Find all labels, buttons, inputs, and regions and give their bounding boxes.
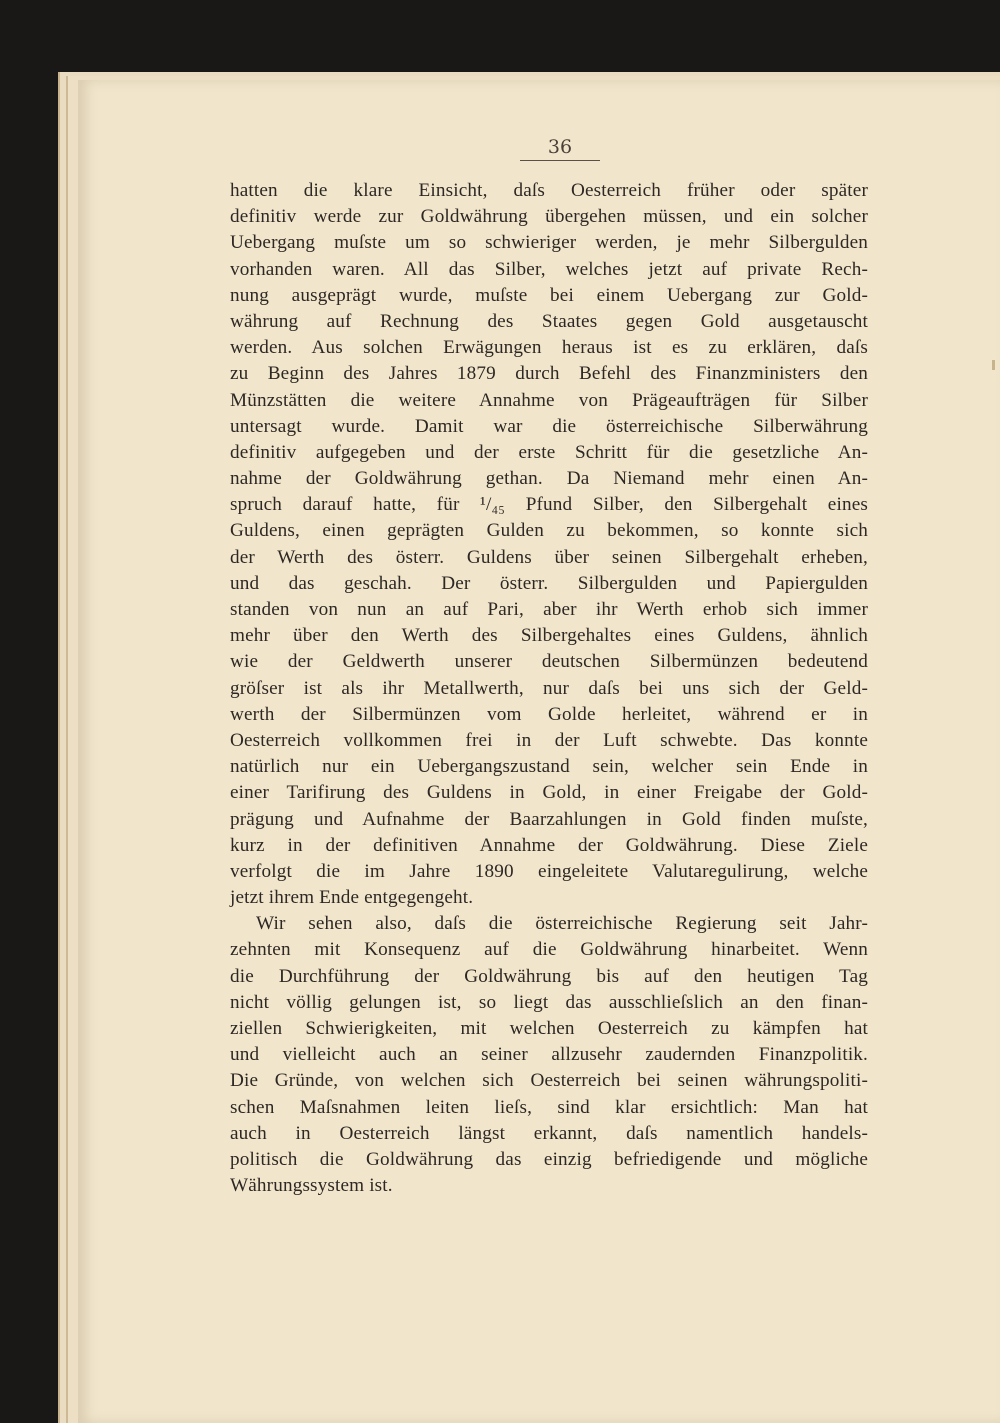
text-line: nung ausgeprägt wurde, muſste bei einem Uebergang zur Gold- xyxy=(230,284,868,306)
paragraph-end-line: jetzt ihrem Ende entgegengeht. xyxy=(230,887,474,909)
paragraph-end-line: Währungssystem ist. xyxy=(230,1175,393,1197)
margin-mark xyxy=(992,360,995,370)
text-line: zu Beginn des Jahres 1879 durch Befehl des Finanzministers den xyxy=(230,363,868,385)
text-line: hatten die klare Einsicht, daſs Oesterreich früher oder später xyxy=(230,180,868,201)
text-line: untersagt wurde. Damit war die österreichische Silberwährung xyxy=(230,415,868,437)
text-line: ziellen Schwierigkeiten, mit welchen Oesterreich zu kämpfen hat xyxy=(230,1018,868,1039)
text-line: werden. Aus solchen Erwägungen heraus ist es zu erklären, daſs xyxy=(230,337,868,359)
text-line: schen Maſsnahmen leiten lieſs, sind klar ersichtlich: Man hat xyxy=(230,1096,868,1118)
text-line: spruch darauf hatte, für ¹/₄₅ Pfund Silber, den Silbergehalt eines xyxy=(230,494,868,516)
text-line: werth der Silbermünzen vom Golde herleitet, während er in xyxy=(230,703,868,725)
text-line: auch in Oesterreich längst erkannt, daſs namentlich handels- xyxy=(230,1122,868,1144)
text-line: einer Tarifirung des Guldens in Gold, in einer Freigabe der Gold- xyxy=(230,782,868,804)
text-line: kurz in der definitiven Annahme der Goldwährung. Diese Ziele xyxy=(230,834,868,856)
paragraph-start-line: Wir sehen also, daſs die österreichische Regierung seit Jahr- xyxy=(256,913,868,935)
text-line: definitiv werde zur Goldwährung übergehen müssen, und ein solcher xyxy=(230,206,868,228)
text-line: wie der Geldwerth unserer deutschen Silbermünzen bedeutend xyxy=(230,651,868,673)
text-line: natürlich nur ein Uebergangszustand sein, welcher sein Ende in xyxy=(230,756,868,778)
text-line: zehnten mit Konsequenz auf die Goldwährung hinarbeitet. Wenn xyxy=(230,939,868,961)
text-line: politisch die Goldwährung das einzig befriedigende und mögliche xyxy=(230,1148,868,1170)
text-line: gröſser ist als ihr Metallwerth, nur daſs bei uns sich der Geld- xyxy=(230,677,868,699)
text-line: und das geschah. Der österr. Silbergulden und Papiergulden xyxy=(230,572,868,594)
text-line: währung auf Rechnung des Staates gegen Gold ausgetauscht xyxy=(230,310,868,332)
text-line: Uebergang muſste um so schwieriger werden, je mehr Silbergulden xyxy=(230,232,868,254)
text-line: prägung und Aufnahme der Baarzahlungen in Gold finden muſste, xyxy=(230,808,868,830)
text-line: Münzstätten die weitere Annahme von Prägeaufträgen für Silber xyxy=(230,389,868,411)
text-line: der Werth des österr. Guldens über seinen Silbergehalt erheben, xyxy=(230,546,868,568)
text-line: vorhanden waren. All das Silber, welches jetzt auf private Rech- xyxy=(230,258,868,280)
text-line: mehr über den Werth des Silbergehaltes eines Guldens, ähnlich xyxy=(230,625,868,647)
text-line: Guldens, einen geprägten Gulden zu bekommen, so konnte sich xyxy=(230,520,868,542)
body-text xyxy=(230,178,868,1199)
text-line: die Durchführung der Goldwährung bis auf den heutigen Tag xyxy=(230,965,868,987)
text-line: definitiv aufgegeben und der erste Schritt für die gesetzliche An- xyxy=(230,441,868,463)
text-line: Die Gründe, von welchen sich Oesterreich bei seinen währungspoliti- xyxy=(230,1070,868,1092)
text-line: Oesterreich vollkommen frei in der Luft schwebte. Das konnte xyxy=(230,729,868,751)
text-line: und vielleicht auch an seiner allzusehr zaudernden Finanzpolitik. xyxy=(230,1044,868,1066)
text-line: nicht völlig gelungen ist, so liegt das ausschlieſslich an den finan- xyxy=(230,991,868,1013)
page-number: 36 xyxy=(520,136,600,161)
text-line: nahme der Goldwährung gethan. Da Niemand mehr einen An- xyxy=(230,468,868,490)
text-line: verfolgt die im Jahre 1890 eingeleitete Valutaregulirung, welche xyxy=(230,860,868,882)
text-line: standen von nun an auf Pari, aber ihr Werth erhob sich immer xyxy=(230,599,868,620)
